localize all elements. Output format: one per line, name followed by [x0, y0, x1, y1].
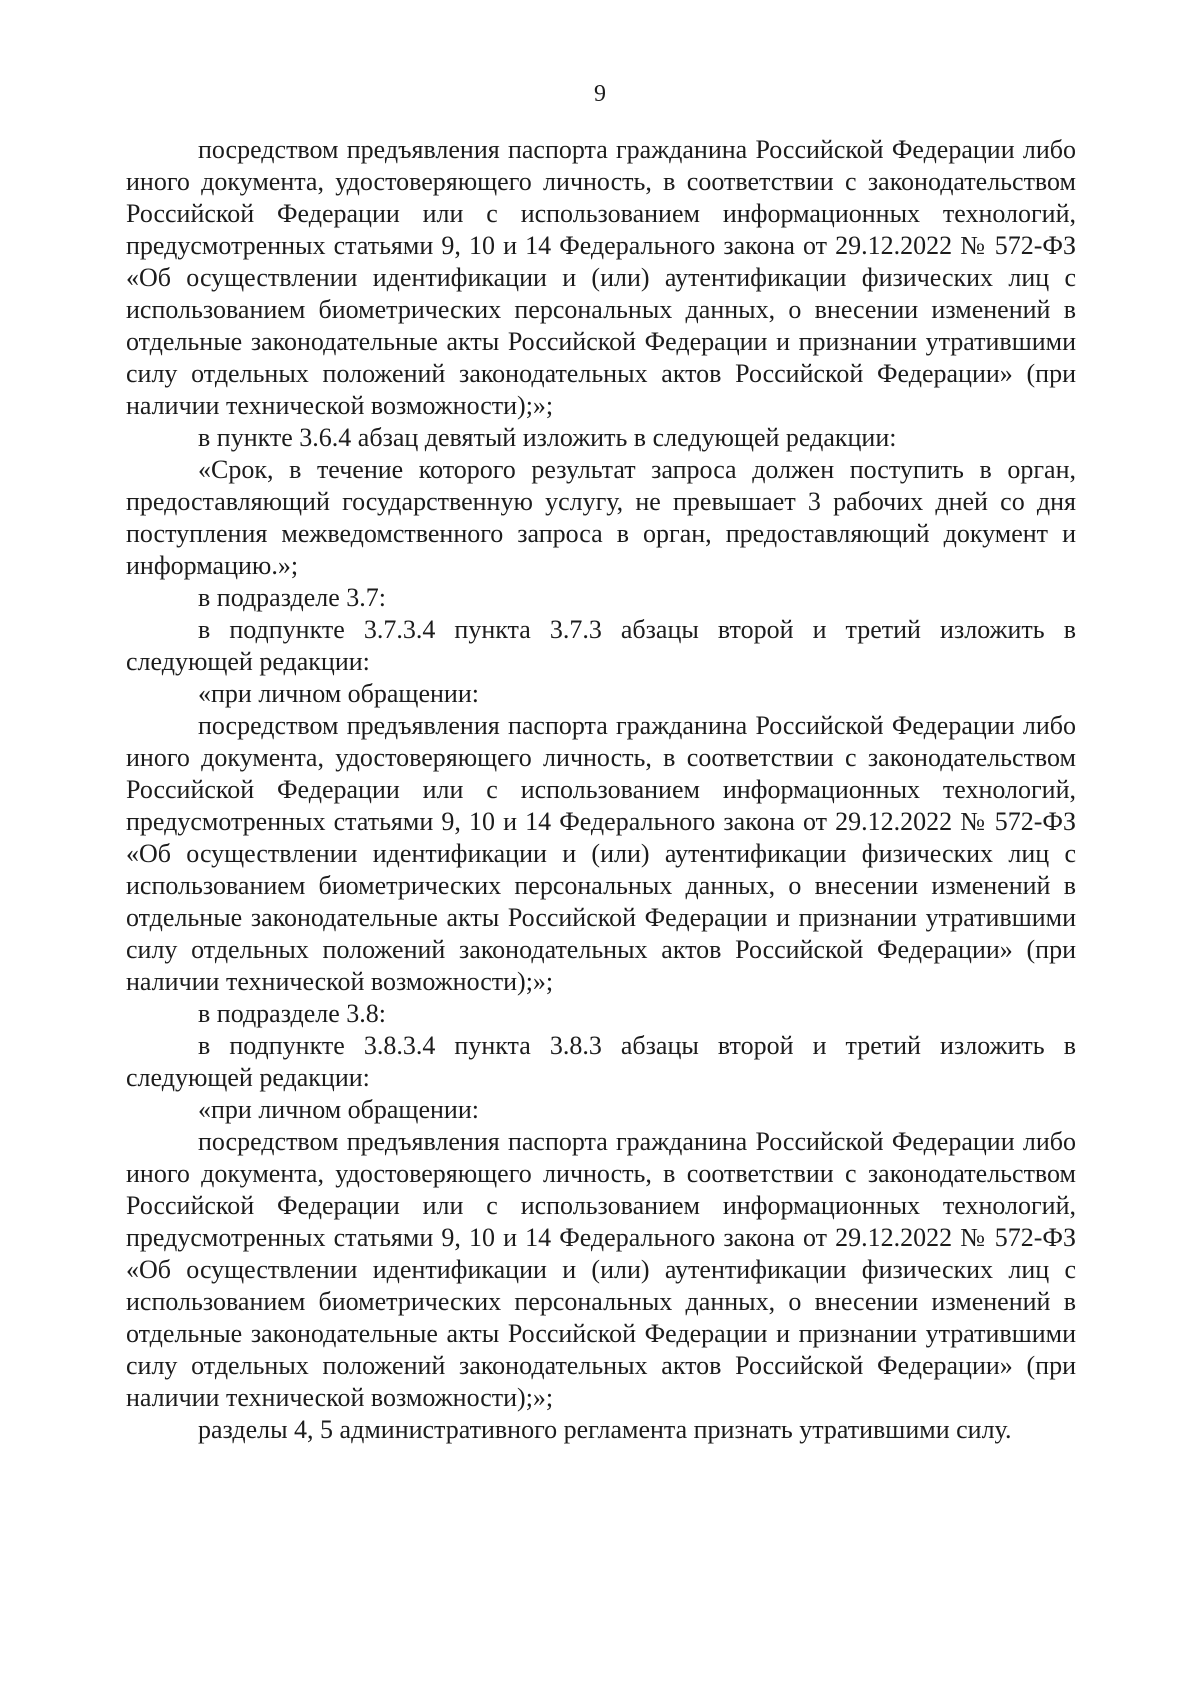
paragraph-11: посредством предъявления паспорта гражданина Российской Федерации либо иного документа, удостоверяющего личность, в соответствии с законодательством Российской Федерации или с использованием информационных технологий, предусмотренных статьями 9, 10 и 14 Федерального закона от 29.12.2022 № 572-ФЗ «Об осуществлении идентификации и (или) аутентификации физических лиц с использованием биометрических персональных данных, о внесении изменений в отдельные законодательные акты Российской Федерации и признании утратившими силу отдельных положений законодательных актов Российской Федерации» (при наличии технической возможности);»; [126, 1127, 1076, 1412]
paragraph-7: посредством предъявления паспорта гражданина Российской Федерации либо иного документа, удостоверяющего личность, в соответствии с законодательством Российской Федерации или с использованием информационных технологий, предусмотренных статьями 9, 10 и 14 Федерального закона от 29.12.2022 № 572-ФЗ «Об осуществлении идентификации и (или) аутентификации физических лиц с использованием биометрических персональных данных, о внесении изменений в отдельные законодательные акты Российской Федерации и признании утратившими силу отдельных положений законодательных актов Российской Федерации» (при наличии технической возможности);»; [126, 711, 1076, 996]
paragraph-4: в подразделе 3.7: [198, 583, 387, 612]
paragraph-12: разделы 4, 5 административного регламента признать утратившими силу. [198, 1415, 1012, 1444]
page-number: 9 [594, 81, 606, 107]
paragraph-9: в подпункте 3.8.3.4 пункта 3.8.3 абзацы второй и третий изложить в следующей редакции: [126, 1031, 1076, 1092]
paragraph-5: в подпункте 3.7.3.4 пункта 3.7.3 абзацы второй и третий изложить в следующей редакции: [126, 615, 1076, 676]
paragraph-6: «при личном обращении: [198, 679, 479, 708]
paragraph-2: в пункте 3.6.4 абзац девятый изложить в следующей редакции: [198, 423, 897, 452]
paragraph-8: в подразделе 3.8: [198, 999, 387, 1028]
paragraph-10: «при личном обращении: [198, 1095, 479, 1124]
paragraph-1: посредством предъявления паспорта гражданина Российской Федерации либо иного документа, удостоверяющего личность, в соответствии с законодательством Российской Федерации или с использованием информационных технологий, предусмотренных статьями 9, 10 и 14 Федерального закона от 29.12.2022 № 572-ФЗ «Об осуществлении идентификации и (или) аутентификации физических лиц с использованием биометрических персональных данных, о внесении изменений в отдельные законодательные акты Российской Федерации и признании утратившими силу отдельных положений законодательных актов Российской Федерации» (при наличии технической возможности);»; [126, 135, 1076, 420]
document-body [126, 134, 1076, 1446]
paragraph-3: «Срок, в течение которого результат запроса должен поступить в орган, предоставляющий государственную услугу, не превышает 3 рабочих дней со дня поступления межведомственного запроса в орган, предоставляющий документ и информацию.»; [126, 455, 1076, 580]
